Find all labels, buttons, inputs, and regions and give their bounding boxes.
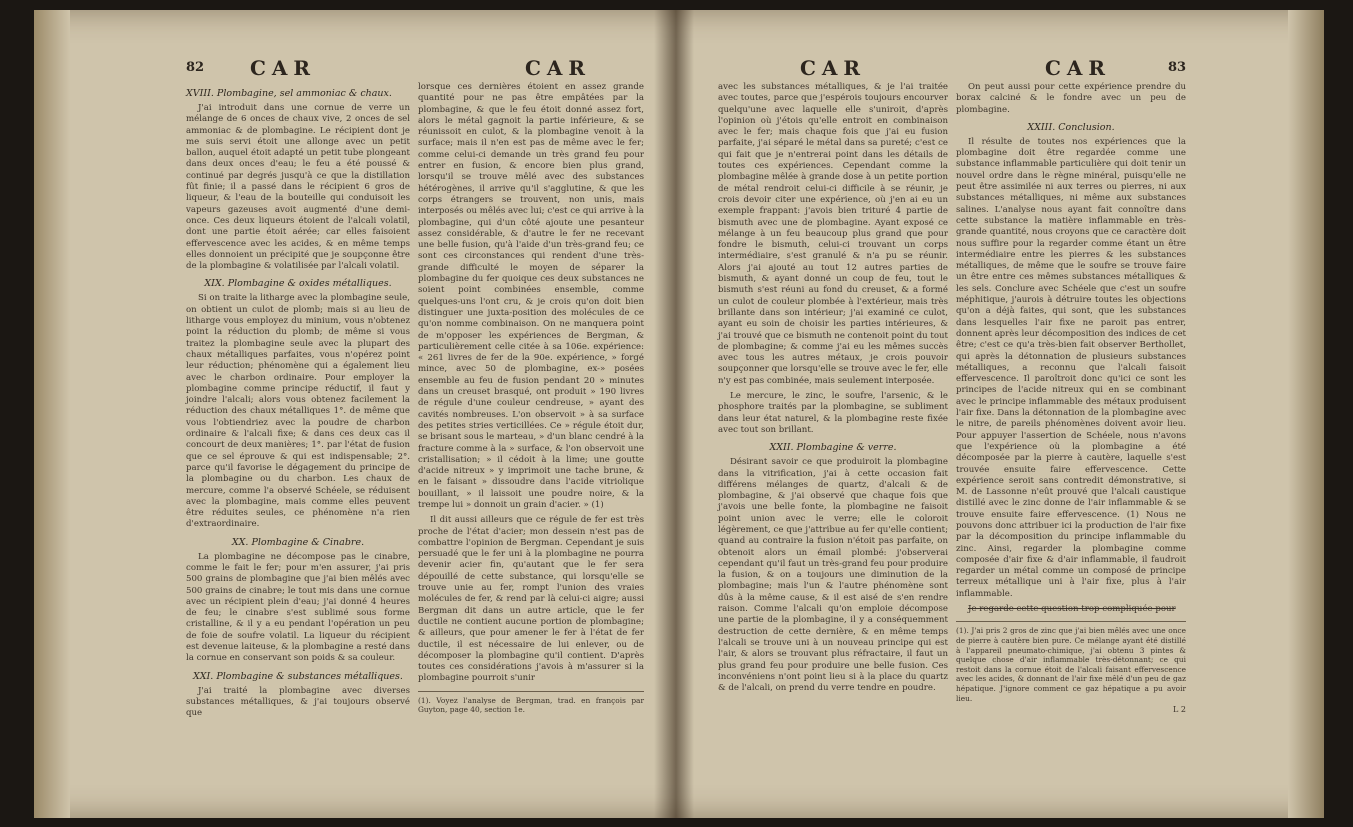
section-heading-23: XXIII. Conclusion. <box>1027 121 1115 133</box>
section-heading-22: XXII. Plombagine & verre. <box>769 442 897 454</box>
paragraph: Il dit aussi ailleurs que ce régule de fer est très proche de l'état d'acier; mon dessein n'est pas de combattre l'opinion de Bergman. Cependant je suis persuadé que le fer uni à la plombagine ne pourra devenir acier fin, qu'autant que le fer sera dépouillé de cette substance, qui lorsqu'elle se trouve unie au fer, rompt l'union des vraies molécules de fer, & rend par là celui-ci aigre; aussi Bergman dit dans un autre article, que le fer ductile ne contient aucune portion de plombagine; & ailleurs, que pour amener le fer à l'état de fer ductile, il est nécessaire de lui enlever, ou de décomposer la plombagine qu'il contient. D'après toutes ces considérations j'avois à m'assurer si la plombagine pourroit s'unir <box>418 515 644 684</box>
paragraph: Je regarde cette question trop compliquée pour <box>968 604 1176 615</box>
paragraph: Il résulte de toutes nos expériences que la plombagine doit être regardée comme une substance inflammable particulière qui doit tenir un nouvel ordre dans le règne minéral, puisqu'elle ne peut être assimilée ni aux terres ou pierres, ni aux substances métalliques, ni même aux substances salines. L'analyse nous ayant fait connoître dans cette substance la matière inflammable en très-grande quantité, nous croyons que ce caractère doit nous suffire pour la regarder comme étant un être intermédiaire entre les pierres & les substances métalliques, de même que le soufre se trouve faire un être entre ces mêmes substances métalliques & les sels. Conclure avec Schéele que c'est un soufre méphitique, j'aurois à détruire toutes les objections qu'on a déjà faites, qui sont, que les substances dans lesquelles l'air fixe ne paroit pas entrer, donnent après leur décomposition des indices de cet être; c'est ce qu'a très-bien fait observer Berthollet, qui après la détonnation de plusieurs substances métalliques, a reconnu que l'alcali faisoit effervescence. Il paroîtroit donc qu'ici ce sont les principes de l'acide nitreux qui en se combinant avec le principe inflammable des métaux produisent l'air fixe. Dans la détonnation de la plombagine avec le nitre, de pareils phénomènes doivent avoir lieu. Pour appuyer l'assertion de Schéele, nous n'avons que l'expérience où la plombagine a été décomposée par la pierre à cautère, laquelle s'est trouvée ensuite faire effervescence. Cette expérience seroit sans contredit démonstrative, si M. de Lassonne n'eût prouvé que l'alcali caustique distillé avec le zinc donne de l'air inflammable & se trouve ensuite faire effervescence. (1) Nous ne pouvons donc attribuer ici la production de l'air fixe par la décomposition du principe inflammable du zinc. Ainsi, regarder la plombagine comme composée d'air fixe & d'air inflammable, il faudroit regarder un métal comme un composé de principe terreux métallique uni à l'air fixe, plus à l'air inflammable. <box>956 136 1186 599</box>
paragraph: J'ai introduit dans une cornue de verre un mélange de 6 onces de chaux vive, 2 onces de sel ammoniac & de plombagine. Le récipient dont je me suis servi étoit une allonge avec un petit ballon, auquel étoit adapté un petit tube plongeant dans deux onces d'eau; le feu a été poussé & continué par degrés jusqu'à ce que la distillation fût finie; il a passé dans le récipient 6 gros de liqueur, & l'eau de la bouteille qui conduisoit les vapeurs gazeuses avoit augmenté d'une demi-once. Ces deux liqueurs étoient de l'alcali volatil, dont une partie étoit aérée; car elles faisoient effervescence avec les acides, & en même temps elles donnoient un précipité que je soupçonne être de la plombagine & volatilisée par l'alcali volatil. <box>186 103 410 272</box>
right-page-edge <box>1288 10 1324 818</box>
section-heading-21: XXI. Plombagine & substances métalliques. <box>193 670 403 682</box>
footnote: (1). J'ai pris 2 gros de zinc que j'ai bien mêlés avec une once de pierre à cautère bien pure. Ce mélange ayant été distillé à l'appareil pneumato-chimique, j'ai obtenu 3 pintes & quelque chose d'air inflammable très-détonnant; ce qui restoit dans la cornue étoit de l'alcali faisant effervescence avec les acides, & donnant de l'air fixe mêlé d'un peu de gaz hépatique. J'ignore comment ce gaz hépatique a pu avoir lieu. <box>956 621 1186 703</box>
left-page-column-2 <box>418 82 644 715</box>
paragraph: La plombagine ne décompose pas le cinabre, comme le fait le fer; pour m'en assurer, j'ai pris 500 grains de plombagine que j'ai bien mêlés avec 500 grains de cinabre; le tout mis dans une cornue avec un récipient plein d'eau; j'ai donné 4 heures de feu; le cinabre s'est sublimé sous forme cristalline, & il y a eu pendant l'opération un peu de foie de soufre volatil. La liqueur du récipient est devenue laiteuse, & la plombagine a resté dans la cornue en conservant son poids & sa couleur. <box>186 551 410 664</box>
paragraph: Désirant savoir ce que produiroit la plombagine dans la vitrification, j'ai à cette occasion fait différens mélanges de quartz, d'alcali & de plombagine, & j'ai observé que chaque fois que j'avois une belle fonte, la plombagine ne faisoit point union avec le verre; elle le coloroit légèrement, ce que j'attribue au fer qu'elle contient; quand au contraire la fusion n'étoit pas parfaite, on obtenoit alors un émail plombé: j'observerai cependant qu'il faut un très-grand feu pour produire la fusion, & on a toujours une diminution de la plombagine; mais l'un & l'autre phénomène sont dûs à la même cause, & il est aisé de s'en rendre raison. Comme l'alcali qu'on emploie décompose une partie de la plombagine, il y a conséquemment destruction de cette dernière, & en même temps l'alcali se trouve uni à un nouveau principe qui est l'air, & alors se trouvant plus réfractaire, il faut un plus grand feu pour produire une belle fusion. Ces inconvéniens n'ont point lieu si à la place du quartz & de l'alcali, on prend du verre tendre en poudre. <box>718 457 948 694</box>
running-head-right-page-b: CAR <box>1045 56 1112 80</box>
page-number-right: 83 <box>1168 60 1187 75</box>
running-head-left-page-b: CAR <box>525 56 592 80</box>
left-page-edge <box>34 10 70 818</box>
book-gutter <box>654 10 694 818</box>
section-heading-20: XX. Plombagine & Cinabre. <box>231 536 365 548</box>
footnote: (1). Voyez l'analyse de Bergman, trad. en françois par Guyton, page 40, section 1e. <box>418 691 644 715</box>
section-heading-18: XVIII. Plombagine, sel ammoniac & chaux. <box>186 88 392 99</box>
paragraph: lorsque ces dernières étoient en assez grande quantité pour ne pas être empâtées par la plombagine, & que le feu étoit donné assez fort, alors le métal gagnoit la partie inférieure, & se réunissoit en culot, & la plombagine venoit à la surface; mais il n'en est pas de même avec le fer; comme celui-ci demande un très grand feu pour entrer en fusion, & encore bien plus grand, lorsqu'il se trouve mêlé avec des substances hétérogènes, il arrive qu'il s'agglutine, & que les corps étrangers se trouvent, non unis, mais interposés ou mêlés avec lui; c'est ce qui arrive à la plombagine, qui d'un côté ajoute une pesanteur assez considérable, & d'autre le fer ne recevant une belle fusion, qu'à l'aide d'un très-grand feu; ce sont ces circonstances qui rendent d'une très-grande difficulté le moyen de séparer la plombagine du fer quoique ces deux substances ne soient point combinées ensemble, comme quelques-uns l'ont cru, & je crois qu'on doit bien distinguer une juxta-position des molécules de ce qu'on nomme combinaison. On ne manquera point de m'opposer les expériences de Bergman, & particulièrement celle citée à sa 106e. expérience: « 261 livres de fer de la 90e. expérience, » forgé mince, avec 50 de plombagine, ex-» posées ensemble au feu de fusion pendant 20 » minutes dans un creuset brasqué, ont produit » 190 livres de régule d'une couleur cendreuse, » ayant des cavités nombreuses. L'on observoit » à sa surface des petites stries verticillées. Ce » régule étoit dur, se brisant sous le marteau, » d'un blanc cendré à la fracture comme à la » surface, & l'on observoit une cristallisation; » il cédoit à la lime; une goutte d'acide nitreux » y imprimoit une tache brune, & en le faisant » dissoudre dans l'acide vitriolique bouillant, » il laissoit une poudre noire, & la trempe lui » donnoit un grain d'acier. » (1) <box>418 82 644 510</box>
left-page-column-1 <box>186 82 410 724</box>
right-page-column-1 <box>718 82 948 698</box>
signature-mark: L 2 <box>1173 705 1186 715</box>
paragraph: Le mercure, le zinc, le soufre, l'arsenic, & le phosphore traités par la plombagine, se subliment dans leur état naturel, & la plombagine reste fixée avec tout son brillant. <box>718 391 948 435</box>
paragraph: avec les substances métalliques, & je l'ai traitée avec toutes, parce que j'espérois toujours encourver quelqu'une avec laquelle elle s'uniroit, d'après l'opinion où j'étois qu'elle entroit en combinaison avec le fer; mais chaque fois que j'ai eu fusion parfaite, j'ai séparé le métal dans sa pureté; c'est ce qui fait que je n'entrerai point dans les détails de toutes ces expériences. Cependant comme la plombagine mêlée à grande dose à un petite portion de métal rendroit celui-ci difficile à se réunir, je crois devoir citer une expérience, où j'en ai eu un exemple frappant: j'avois bien trituré 4 partie de bismuth avec une de plombagine. Ayant exposé ce mélange à un feu beaucoup plus grand que pour fondre le bismuth, celui-ci trouvant un corps intermédiaire, s'est granulé & n'a pu se réunir. Alors j'ai ajouté au tout 12 autres parties de bismuth, & ayant donné un coup de feu, tout le bismuth s'est réuni au fond du creuset, & a formé un culot de couleur plombée à l'extérieur, mais très brillante dans son intérieur; j'ai examiné ce culot, ayant eu soin de choisir les parties intérieures, & j'ai trouvé que ce bismuth ne contenoit point du tout de plombagine; & comme j'ai eu les mêmes succès avec tous les autres métaux, je crois pouvoir soupçonner que lorsqu'elle se trouve avec le fer, elle n'y est pas combinée, mais seulement interposée. <box>718 82 948 386</box>
running-head-left-page-a: CAR <box>250 56 317 80</box>
paragraph: Si on traite la litharge avec la plombagine seule, on obtient un culot de plomb; mais si au lieu de litharge vous employez du minium, vous n'obtenez point la réduction du plomb; de même si vous traitez la plombagine seule avec la plupart des chaux métalliques parfaites, vous n'opérez point leur réduction; phénomène qui a également lieu avec le charbon ordinaire. Pour employer la plombagine comme principe réductif, il faut y joindre l'alcali; alors vous obtenez facilement la réduction des chaux métalliques 1°. de même que vous l'obtiendriez avec la poudre de charbon ordinaire & l'alcali fixe; & dans ces deux cas il concourt de deux manières; 1°. par l'état de fusion que ce sel éprouve & qui est indispensable; 2°. parce qu'il favorise le dégagement du principe de la plombagine ou du charbon. Les chaux de mercure, comme l'a observé Schéele, se réduisent avec la plombagine, mais comme elles peuvent être réduites seules, ce phénomène n'a rien d'extraordinaire. <box>186 293 410 530</box>
paragraph: J'ai traité la plombagine avec diverses substances métalliques, & j'ai toujours observé que <box>186 685 410 719</box>
right-page-column-2 <box>956 82 1186 714</box>
paragraph: On peut aussi pour cette expérience prendre du borax calciné & le fondre avec un peu de plombagine. <box>956 82 1186 115</box>
page-number-left: 82 <box>186 60 205 75</box>
running-head-right-page-a: CAR <box>800 56 867 80</box>
section-heading-19: XIX. Plombagine & oxides métalliques. <box>204 278 392 290</box>
